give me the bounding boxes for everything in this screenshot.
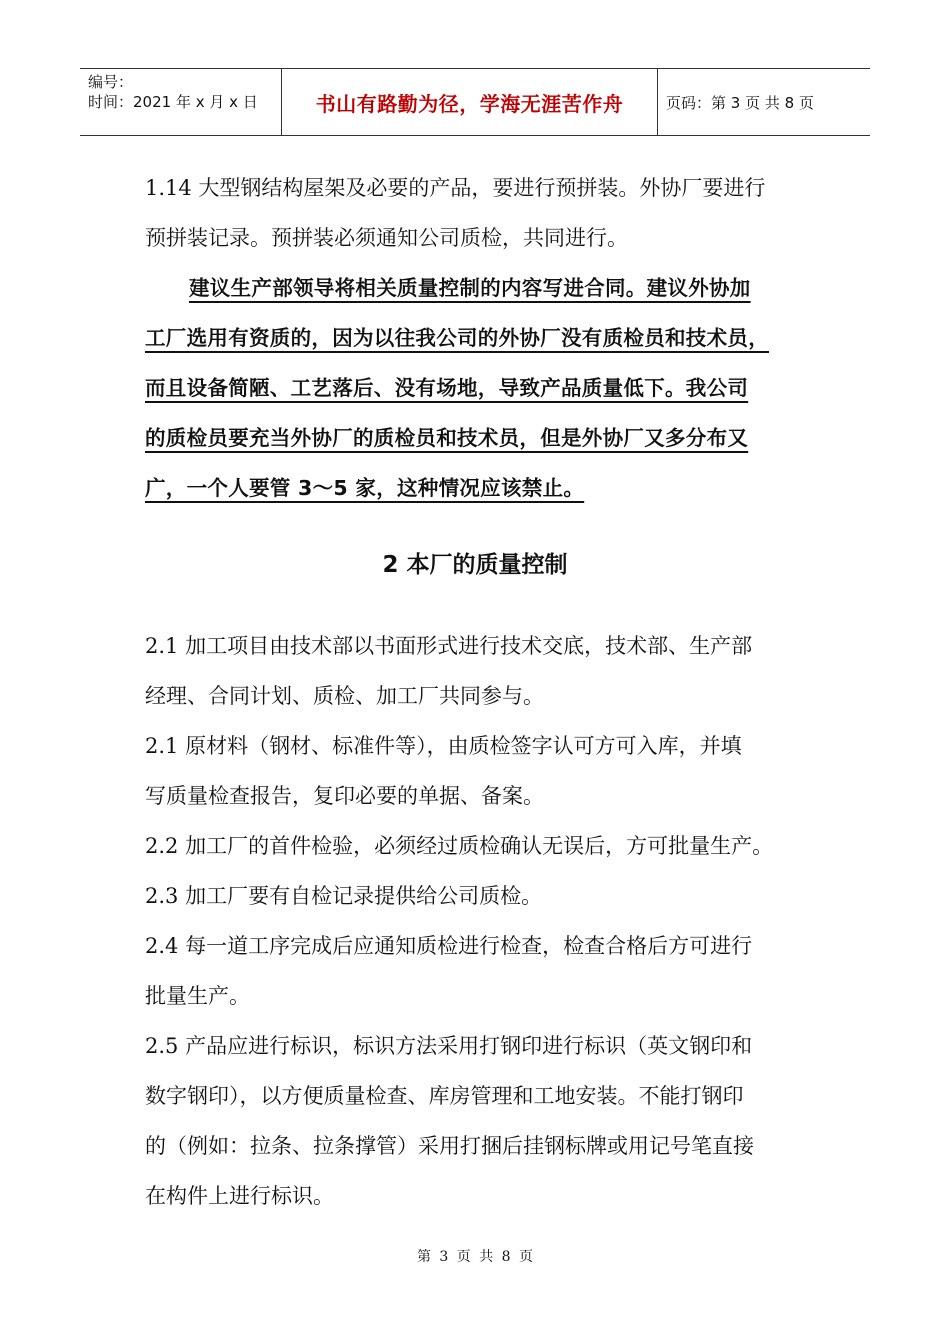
text-line: 1.14 大型钢结构屋架及必要的产品，要进行预拼装。外协厂要进行 bbox=[145, 176, 766, 200]
text-line: 批量生产。 bbox=[145, 984, 250, 1008]
text-line: 广，一个人要管 3～5 家，这种情况应该禁止。 bbox=[145, 476, 585, 500]
paragraph-2-5 bbox=[145, 1021, 835, 1221]
text-line: 经理、合同计划、质检、加工厂共同参与。 bbox=[145, 684, 544, 708]
text-line: 2.2 加工厂的首件检验，必须经过质检确认无误后，方可批量生产。 bbox=[145, 834, 774, 858]
text-line: 2.1 原材料（钢材、标准件等），由质检签字认可方可入库，并填 bbox=[145, 734, 742, 758]
header-motto-cell bbox=[282, 69, 658, 135]
text-line: 2.5 产品应进行标识，标识方法采用打钢印进行标识（英文钢印和 bbox=[145, 1034, 753, 1058]
page-header bbox=[80, 68, 870, 136]
document-body bbox=[145, 163, 835, 1221]
paragraph-1-14 bbox=[145, 163, 835, 263]
paragraph-2-1b bbox=[145, 721, 835, 821]
text-line: 的质检员要充当外协厂的质检员和技术员，但是外协厂又多分布又 bbox=[145, 426, 749, 450]
header-motto: 书山有路勤为径，学海无涯苦作舟 bbox=[315, 91, 624, 116]
text-line: 2.4 每一道工序完成后应通知质检进行检查，检查合格后方可进行 bbox=[145, 934, 753, 958]
time-label: 时间：2021 年 x 月 x 日 bbox=[88, 93, 258, 111]
paragraph-2-4 bbox=[145, 921, 835, 1021]
recommendation-paragraph bbox=[145, 263, 835, 513]
paragraph-2-1a bbox=[145, 621, 835, 721]
text-line: 数字钢印），以方便质量检查、库房管理和工地安装。不能打钢印 bbox=[145, 1084, 744, 1108]
paragraph-2-3 bbox=[145, 871, 835, 921]
text-line: 2.3 加工厂要有自检记录提供给公司质检。 bbox=[145, 884, 543, 908]
text-line: 预拼装记录。预拼装必须通知公司质检，共同进行。 bbox=[145, 226, 628, 250]
text-line: 2.1 加工项目由技术部以书面形式进行技术交底，技术部、生产部 bbox=[145, 634, 753, 658]
text-line: 写质量检查报告，复印必要的单据、备案。 bbox=[145, 784, 544, 808]
text-line: 建议生产部领导将相关质量控制的内容写进合同。建议外协加 bbox=[189, 276, 751, 300]
text-line: 的（例如：拉条、拉条撑管）采用打捆后挂钢标牌或用记号笔直接 bbox=[145, 1134, 754, 1158]
text-line: 而且设备简陋、工艺落后、没有场地，导致产品质量低下。我公司 bbox=[145, 376, 749, 400]
header-page-info: 页码：第 3 页 共 8 页 bbox=[666, 93, 814, 112]
header-meta bbox=[80, 69, 282, 135]
number-label: 编号： bbox=[88, 73, 134, 91]
paragraph-2-2 bbox=[145, 821, 835, 871]
text-line: 工厂选用有资质的，因为以往我公司的外协厂没有质检员和技术员， bbox=[145, 326, 769, 350]
text-line: 在构件上进行标识。 bbox=[145, 1184, 334, 1208]
section-heading: 2 本厂的质量控制 bbox=[382, 552, 568, 578]
page-footer: 第 3 页 共 8 页 bbox=[416, 1249, 534, 1265]
